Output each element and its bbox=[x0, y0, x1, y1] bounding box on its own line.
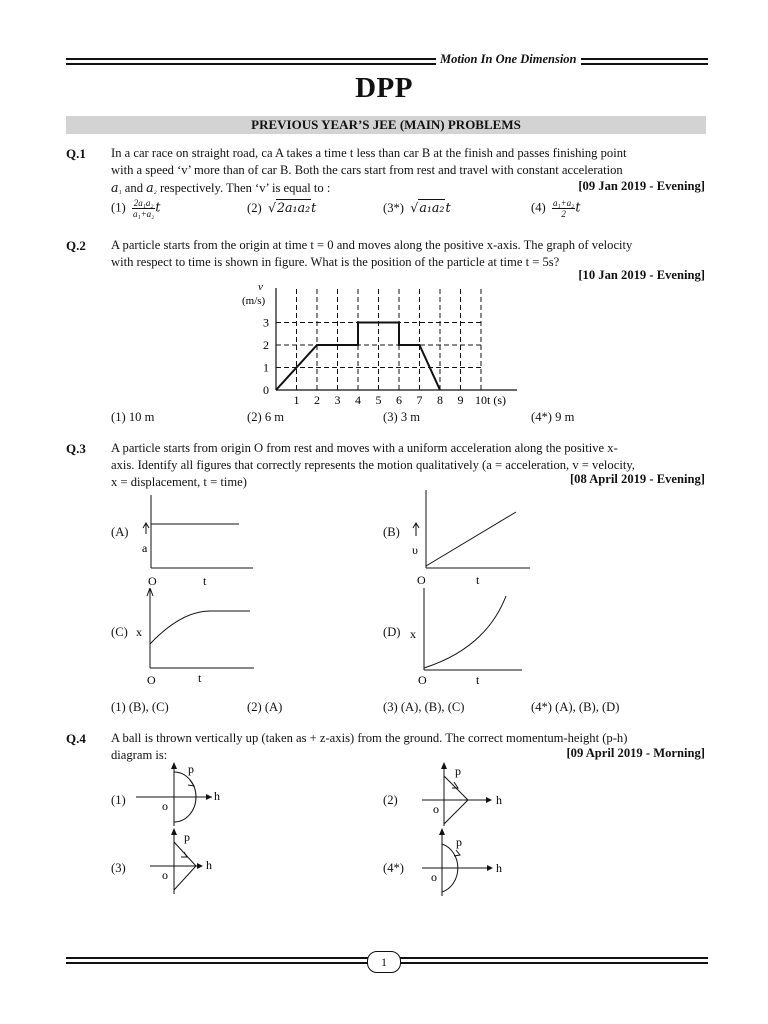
question-number-4: Q.4 bbox=[66, 731, 86, 746]
x-tick-label: 7 bbox=[416, 393, 423, 407]
q1-option-4-label: (4) bbox=[531, 200, 546, 215]
q1-option-3-t: t bbox=[445, 200, 451, 215]
q4-fig-2-h-label: h bbox=[496, 793, 502, 807]
q4-line-1: A ball is thrown vertically up (taken as + z-axis) from the ground. The correct momentum-height (p-h) bbox=[111, 731, 628, 745]
figure-A-acceleration-time bbox=[135, 490, 255, 590]
q1-option-4-numerator: a₁+a₂ bbox=[552, 198, 575, 208]
figure-B-up-arrow-icon bbox=[413, 523, 419, 536]
q1-option-4-fraction bbox=[552, 198, 575, 219]
question-2-source: [10 Jan 2019 - Evening] bbox=[578, 268, 705, 282]
q2-option-4: (4*) 9 m bbox=[531, 410, 575, 424]
graph-grid bbox=[276, 288, 481, 390]
figure-D-curve bbox=[424, 596, 506, 668]
q3-option-1: (1) (B), (C) bbox=[111, 700, 169, 714]
q1-option-2-radicand: 2a₁a₂ bbox=[277, 200, 311, 215]
figure-D-displacement-time bbox=[406, 584, 526, 688]
question-number-2: Q.2 bbox=[66, 238, 86, 253]
question-3-source: [08 April 2019 - Evening] bbox=[569, 472, 705, 486]
section-heading: PREVIOUS YEAR’S JEE (MAIN) PROBLEMS bbox=[66, 116, 706, 134]
q4-figure-3-diagram bbox=[146, 826, 236, 896]
velocity-time-graph bbox=[232, 280, 532, 410]
question-4-source: [09 April 2019 - Morning] bbox=[566, 746, 705, 760]
figure-A-y-label: a bbox=[142, 541, 148, 555]
q3-line-2: axis. Identify all figures that correctly represents the motion qualitatively (a = acceleration, v = velocity, bbox=[111, 458, 635, 472]
q4-fig-1-h-arrow-icon bbox=[206, 794, 212, 800]
x-tick-label: 9 bbox=[457, 393, 464, 407]
q1-var-a1: a bbox=[111, 180, 119, 195]
figure-C-origin: O bbox=[147, 673, 156, 687]
q4-fig-1-p-arrow-icon bbox=[171, 762, 177, 769]
q1-option-1-label: (1) bbox=[111, 200, 126, 215]
figure-B-velocity-time bbox=[404, 488, 534, 590]
x-tick-label: 1 bbox=[293, 393, 300, 407]
q3-option-4: (4*) (A), (B), (D) bbox=[531, 700, 620, 714]
q4-fig-1-h-label: h bbox=[214, 789, 220, 803]
figure-B-curve bbox=[426, 512, 516, 566]
q1-option-1-denominator: a₁+a₂ bbox=[132, 209, 155, 219]
q2-line-1: A particle starts from the origin at time t = 0 and moves along the positive x-axis. The graph of velocity bbox=[111, 238, 633, 252]
running-title: Motion In One Dimension bbox=[436, 52, 581, 67]
q1-sub-2: ₂ bbox=[153, 184, 157, 194]
q4-fig-2-origin: o bbox=[433, 802, 439, 816]
x-axis-label: t (s) bbox=[487, 393, 506, 407]
question-1-source: [09 Jan 2019 - Evening] bbox=[578, 179, 705, 193]
q3-line-3: x = displacement, t = time) bbox=[111, 475, 247, 489]
q4-figure-2-diagram bbox=[416, 760, 516, 830]
y-axis-label-unit: (m/s) bbox=[242, 295, 266, 307]
q4-fig-3-origin: o bbox=[162, 868, 168, 882]
figure-C-x-label: t bbox=[198, 671, 202, 685]
q4-fig-3-p-label: p bbox=[184, 830, 190, 844]
page-title: DPP bbox=[355, 72, 413, 104]
q2-option-2: (2) 6 m bbox=[247, 410, 285, 424]
header-rule bbox=[66, 56, 708, 66]
figure-B-origin: O bbox=[417, 573, 426, 587]
q4-fig-2-p-arrow-icon bbox=[441, 762, 447, 769]
y-tick-label: 2 bbox=[263, 338, 269, 352]
q1-option-3-radicand: a₁a₂ bbox=[419, 200, 445, 215]
q1-option-3 bbox=[383, 200, 451, 216]
q4-fig-1-origin: o bbox=[162, 799, 168, 813]
figure-C-label: (C) bbox=[111, 625, 128, 639]
q1-and: and bbox=[121, 181, 147, 195]
q1-option-3-sqrt: √a₁a₂ bbox=[410, 200, 445, 215]
q1-option-3-label: (3*) bbox=[383, 201, 404, 215]
y-tick-label: 1 bbox=[263, 360, 269, 375]
figure-D-y-label: x bbox=[410, 627, 416, 641]
figure-A-origin: O bbox=[148, 574, 157, 588]
y-tick-labels bbox=[263, 316, 269, 398]
figure-B-y-label: υ bbox=[412, 543, 418, 557]
figure-B-label: (B) bbox=[383, 525, 400, 539]
q4-line-2: diagram is: bbox=[111, 748, 168, 762]
page-number: 1 bbox=[367, 951, 401, 973]
y-tick-label: 0 bbox=[263, 383, 269, 397]
q4-figure-1-diagram bbox=[130, 760, 230, 830]
x-tick-label: 10 bbox=[475, 393, 487, 407]
figure-C-curve bbox=[150, 611, 250, 644]
q2-option-1: (1) 10 m bbox=[111, 410, 155, 424]
figure-A-label: (A) bbox=[111, 525, 129, 539]
q4-fig-4-h-label: h bbox=[496, 861, 502, 875]
figure-D-label: (D) bbox=[383, 625, 401, 639]
question-number-3: Q.3 bbox=[66, 441, 86, 456]
q3-option-3: (3) (A), (B), (C) bbox=[383, 700, 465, 714]
figure-A-x-label: t bbox=[203, 574, 207, 588]
q1-line-1: In a car race on straight road, ca A takes a time t less than car B at the finish and passes finishing point bbox=[111, 146, 627, 160]
q1-line-3-tail: respectively. Then ‘v’ is equal to : bbox=[156, 181, 331, 195]
q4-figure-3-label: (3) bbox=[111, 861, 126, 875]
q4-fig-3-h-label: h bbox=[206, 858, 212, 872]
x-tick-label: 2 bbox=[314, 393, 320, 407]
y-axis-label-v: v bbox=[258, 281, 263, 293]
q4-figure-4-label: (4*) bbox=[383, 861, 404, 875]
q1-option-4-t: t bbox=[575, 199, 581, 215]
question-2-text bbox=[111, 237, 707, 271]
q2-option-3: (3) 3 m bbox=[383, 410, 421, 424]
figure-D-origin: O bbox=[418, 673, 427, 687]
q4-fig-3-h-arrow-icon bbox=[197, 863, 203, 869]
q4-fig-1-direction-arrow-icon bbox=[188, 780, 194, 786]
q1-option-4 bbox=[531, 198, 580, 219]
q1-option-1-numerator: 2a₁a₂ bbox=[133, 198, 154, 208]
figure-B-x-label: t bbox=[476, 573, 480, 587]
q3-option-2: (2) (A) bbox=[247, 700, 283, 714]
x-tick-labels bbox=[294, 393, 507, 407]
q1-option-1-fraction bbox=[132, 198, 155, 219]
q1-option-2-sqrt: √2a₁a₂ bbox=[267, 200, 311, 215]
q1-option-4-denominator: 2 bbox=[561, 209, 566, 219]
q1-line-2: with a speed ‘v’ more than of car B. Both the cars start from rest and travel with constant acceleration bbox=[111, 163, 623, 177]
x-tick-label: 8 bbox=[437, 393, 443, 407]
q4-fig-4-p-label: p bbox=[456, 835, 462, 849]
y-tick-label: 3 bbox=[263, 315, 269, 330]
q4-figure-1-label: (1) bbox=[111, 793, 126, 807]
q3-line-1: A particle starts from origin O from rest and moves with a uniform acceleration along the positive x- bbox=[111, 441, 618, 455]
q4-fig-4-h-arrow-icon bbox=[487, 865, 493, 871]
q4-fig-2-h-arrow-icon bbox=[486, 797, 492, 803]
x-tick-label: 3 bbox=[334, 393, 341, 407]
figure-C-displacement-time bbox=[132, 584, 257, 688]
figure-A-up-arrow-icon bbox=[143, 523, 149, 534]
q4-figure-2-label: (2) bbox=[383, 793, 398, 807]
q4-fig-4-p-arrow-icon bbox=[439, 828, 445, 835]
x-tick-label: 6 bbox=[396, 393, 402, 407]
q1-option-1-t: t bbox=[155, 199, 161, 215]
q1-option-1 bbox=[111, 198, 160, 219]
figure-C-y-label: x bbox=[136, 625, 142, 639]
x-tick-label: 4 bbox=[355, 393, 361, 407]
figure-D-x-label: t bbox=[476, 673, 480, 687]
q1-option-2-t: t bbox=[311, 200, 317, 215]
q2-line-2: with respect to time is shown in figure. What is the position of the particle at time t = 5s? bbox=[111, 255, 560, 269]
q4-figure-4-diagram bbox=[418, 826, 518, 900]
question-number-1: Q.1 bbox=[66, 146, 86, 161]
q4-fig-4-origin: o bbox=[431, 870, 437, 884]
q1-option-2 bbox=[247, 200, 316, 216]
q4-fig-3-p-arrow-icon bbox=[171, 828, 177, 835]
q4-fig-2-p-label: p bbox=[455, 764, 461, 778]
x-tick-label: 5 bbox=[375, 393, 382, 407]
q1-var-a2: a bbox=[146, 180, 154, 195]
q1-sub-1: ₁ bbox=[118, 184, 122, 194]
q4-fig-1-p-label: p bbox=[188, 762, 194, 776]
q1-option-2-label: (2) bbox=[247, 201, 262, 215]
